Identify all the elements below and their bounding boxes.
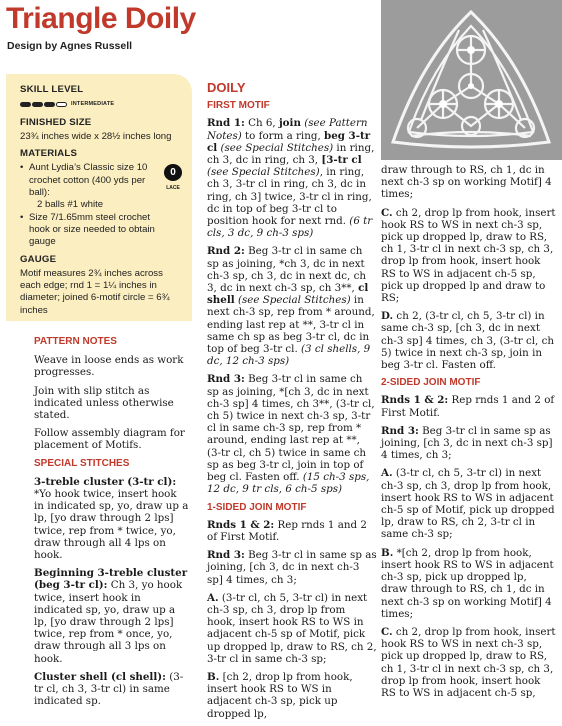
pattern-note: Join with slip stitch as indicated unless otherwise stated. [34,384,174,422]
designer-byline: Design by Agnes Russell [7,40,133,52]
yarn-weight-label: LACE [166,185,180,192]
round-instruction: Rnd 3: Beg 3-tr cl in same sp as joining, [ch 3, dc in next ch-3 sp] 4 times, ch 3; [207,549,377,586]
skill-level-label: INTERMEDIATE [71,101,115,108]
stitch-definition: Cluster shell (cl shell): (3-tr cl, ch 3, 3-tr cl) in same indicated sp. [34,670,184,708]
yarn-ball-icon: 0 [164,164,182,181]
stitch-definition: 3-treble cluster (3-tr cl): *Yo hook twice, insert hook in indicated sp, yo, draw up a lp, [yo draw through 2 lps] twice, rep from * twice, yo, draw through all 4 lps on hook. [34,475,189,562]
skill-bar-2 [32,102,43,107]
yarn-weight-badge [162,164,184,194]
page-title: Triangle Doily [6,2,196,35]
column-middle [207,82,377,726]
material-item: • Aunt Lydia’s Classic size 10 crochet cotton (400 yds per ball): 2 balls #1 white [20,162,162,211]
round-instruction: Rnds 1 & 2: Rep rnds 1 and 2 of First Motif. [207,518,367,543]
round-instruction: Rnd 2: Beg 3-tr cl in same ch sp as joining, *ch 3, dc in next ch-3 sp, ch 3, dc in next dc, ch 3, dc in next ch-3 sp, ch 3**, cl shell (see Special Stitches) in next ch-3 sp, rep from * around, ending last rep at **, 3-tr cl in same ch sp as beg 3-tr cl, dc in top of beg 3-tr cl. (3 cl shells, 9 dc, 12 ch-3 sps) [207,245,375,368]
doily-image [381,0,562,160]
step-instruction: A. (3-tr cl, ch 5, 3-tr cl) in next ch-3 sp, ch 3, drop lp from hook, insert hook RS to WS in adjacent ch-5 sp of Motif, pick up dropped lp, draw to RS, ch 2, 3-tr cl in same ch-3 sp; [207,591,377,665]
materials-heading: MATERIALS [20,148,78,160]
doily-heading: DOILY [207,80,246,95]
materials-row [20,162,184,253]
skill-bar-1 [20,102,31,107]
step-instruction: D. ch 2, (3-tr cl, ch 5, 3-tr cl) in same ch-3 sp, [ch 3, dc in next ch-3 sp] 4 times, ch 3, (3-tr cl, ch 5) twice in next ch-3 sp, join in beg 3-tr cl. Fasten off. [381,310,554,372]
doily-photo [381,0,562,160]
first-motif-heading: FIRST MOTIF [207,100,270,112]
gauge-heading: GAUGE [20,253,57,265]
special-stitches-heading: SPECIAL STITCHES [34,457,130,469]
step-instruction-continued: draw through to RS, ch 1, dc in next ch-3 sp on working Motif] 4 times; [381,164,552,201]
round-instruction: Rnd 1: Ch 6, join (see Pattern Notes) to form a ring, beg 3-tr cl (see Special Stitches) in ring, ch 3, dc in ring, ch 3, [3-tr cl (see Special Stitches), in ring, ch 3, 3-tr cl in ring, ch 3, dc in ring, ch 3] twice, 3-tr cl in ring, dc in top of beg 3-tr cl to position hook for next rnd. (6 tr cls, 3 dc, 9 ch-3 sps) [207,117,375,240]
info-panel [6,74,192,321]
finished-size-heading: FINISHED SIZE [20,116,92,128]
round-instruction: Rnd 3: Beg 3-tr cl in same sp as joining, [ch 3, dc in next ch-3 sp] 4 times, ch 3; [381,424,553,462]
pattern-note: Weave in loose ends as work progresses. [34,354,184,379]
step-instruction: B. *[ch 2, drop lp from hook, insert hook RS to WS in adjacent ch-3 sp, pick up dropped lp, draw through to RS, ch 1, dc in next ch-3 sp on working Motif] 4 times; [381,546,554,620]
round-instruction: Rnds 1 & 2: Rep rnds 1 and 2 of First Motif. [381,394,555,419]
step-instruction: B. [ch 2, drop lp from hook, insert hook RS to WS in adjacent ch-3 sp, pick up dropped lp, [207,670,353,720]
column-right [381,164,556,705]
materials-list [20,162,162,248]
skill-bar-3 [44,102,55,107]
pattern-note: Follow assembly diagram for placement of Motifs. [34,427,185,452]
pattern-notes-heading: PATTERN NOTES [34,336,117,347]
stitch-definition: Beginning 3-treble cluster (beg 3-tr cl): Ch 3, yo hook twice, insert hook in indicated sp, yo, draw up a lp, [yo draw through 2 lps] twice, rep from * once, yo, draw through all 3 lps on hook. [34,567,188,665]
round-instruction: Rnd 3: Beg 3-tr cl in same ch sp as joining, *[ch 3, dc in next ch-3 sp] 4 times, ch 3**, (3-tr cl, ch 5) twice in next ch-3 sp, 3-tr cl in same ch-3 sp, rep from * around, ending last rep at **, (3-tr cl, ch 5) twice in same ch sp as beg 3-tr cl, join in top of beg cl. Fasten off. (15 ch-3 sps, 12 dc, 9 tr cls, 6 ch-5 sps) [207,373,375,496]
finished-size-text: 23¾ inches wide x 28½ inches long [20,130,172,142]
step-instruction: C. ch 2, drop lp from hook, insert hook RS to WS in next ch-3 sp, pick up dropped lp, draw to RS, ch 1, 3-tr cl in next ch-3 sp, ch 3, drop lp from hook, insert hook RS to WS in adjacent ch-5 sp, pick up dropped lp and draw to RS; [381,206,556,305]
two-sided-join-heading: 2-SIDED JOIN MOTIF [381,377,481,389]
column-left [34,336,189,713]
one-sided-join-heading: 1-SIDED JOIN MOTIF [207,501,307,513]
material-item: • Size 7/1.65mm steel crochet hook or size needed to obtain gauge [20,212,162,249]
skill-level-heading: SKILL LEVEL [20,84,84,95]
step-instruction: A. (3-tr cl, ch 5, 3-tr cl) in next ch-3 sp, ch 3, drop lp from hook, insert hook RS to WS in adjacent ch-5 sp of Motif, pick up dropped lp, draw to RS, ch 2, 3-tr cl in same ch-3 sp; [381,467,555,541]
skill-bar-4 [56,102,67,107]
step-instruction: C. ch 2, drop lp from hook, insert hook RS to WS in next ch-3 sp, pick up dropped lp, draw to RS, ch 1, 3-tr cl in next ch-3 sp, ch 3, drop lp from hook, insert hook RS to WS in adjacent ch-5 sp, [381,625,556,699]
skill-level-meter [20,98,184,110]
gauge-text: Motif measures 2¾ inches across each edge; rnd 1 = 1¼ inches in diameter; joined 6-motif circle = 6¾ inches [20,267,170,316]
